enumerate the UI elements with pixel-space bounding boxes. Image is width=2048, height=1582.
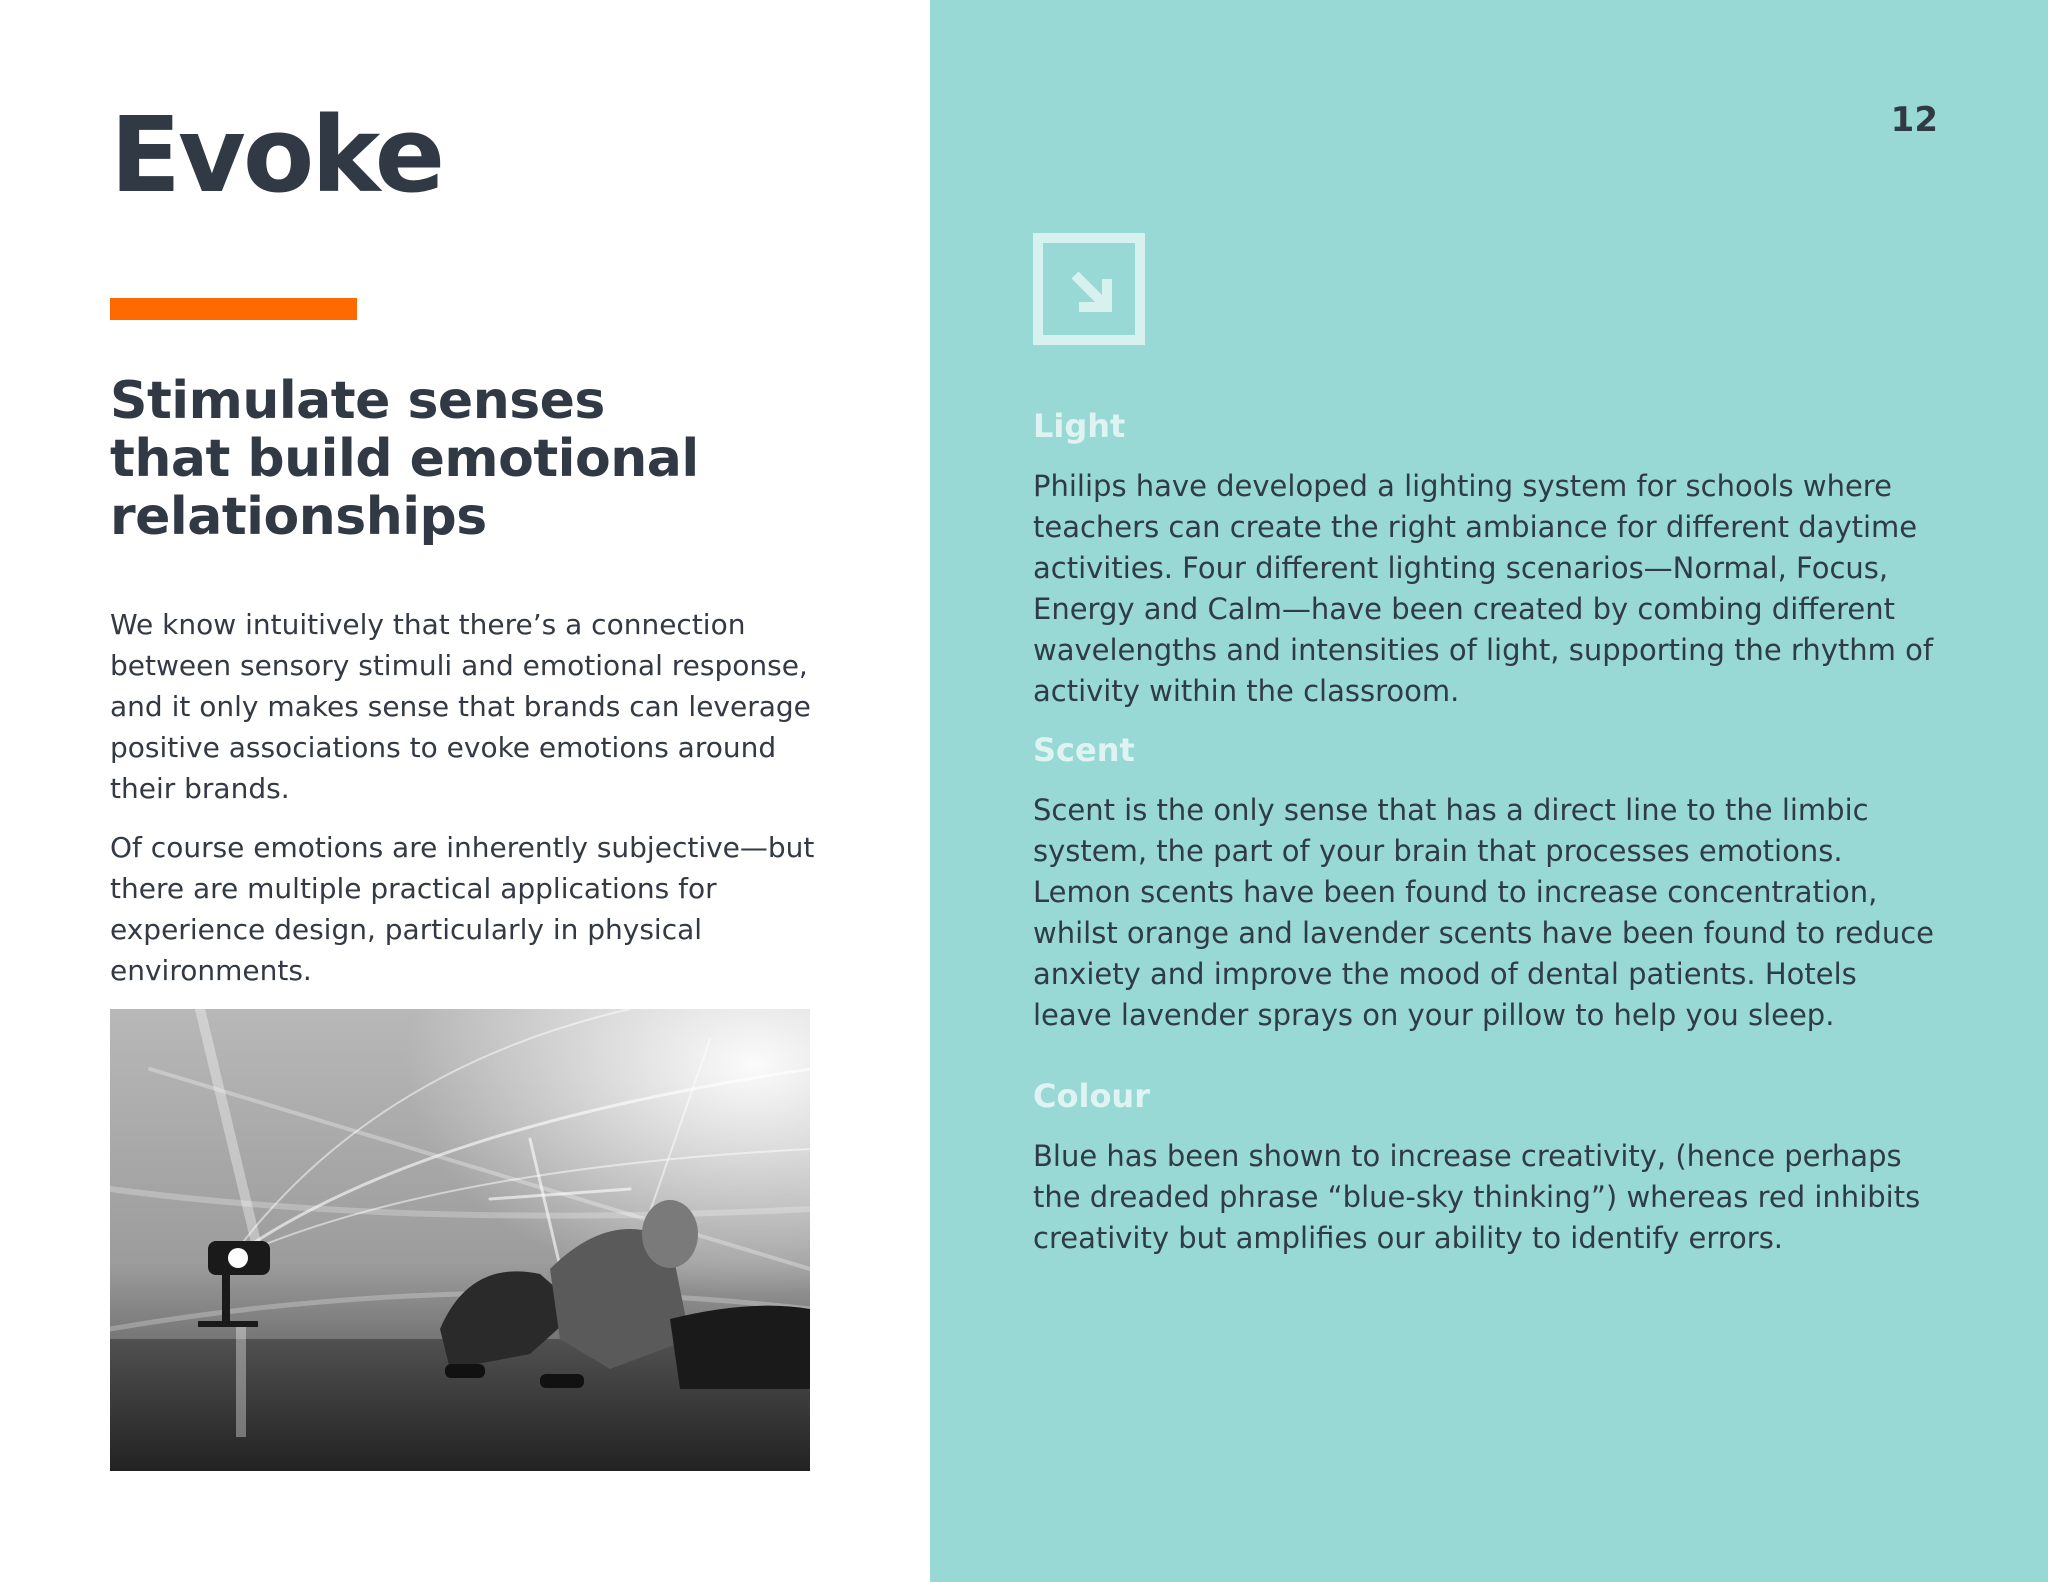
section-body-colour: Blue has been shown to increase creativity, (hence perhaps the dreaded phrase “blue-sky thinking”) whereas red inhibits creativity but amplifies our ability to identify errors. — [1033, 1139, 1921, 1255]
section-body-scent: Scent is the only sense that has a direct line to the limbic system, the part of your brain that processes emotions. Lemon scents have been found to increase concentration, whilst orange and lavender scents have been found to reduce anxiety and improve the mood of dental patients. Hotels leave lavender sprays on your pillow to help you sleep. — [1033, 793, 1934, 1032]
page-number: 12 — [1890, 100, 1938, 140]
accent-bar — [110, 298, 357, 320]
arrow-down-right-icon — [1033, 233, 1145, 345]
senses-content — [1033, 400, 1943, 1271]
section-body-light: Philips have developed a lighting system for schools where teachers can create the right ambiance for different daytime activities. Four different lighting scenarios—Normal, Focus, Energy and Calm—have been created by combing different wavelengths and intensities of light, supporting the rhythm of activity within the classroom. — [1033, 469, 1934, 708]
page-title: Evoke — [110, 94, 443, 216]
installation-photo — [110, 1009, 810, 1471]
section-heading-light: Light — [1033, 407, 1126, 445]
intro-paragraph: Of course emotions are inherently subjective—but there are multiple practical applications for experience design, particularly in physical environments. — [110, 831, 815, 987]
subtitle-line: relationships — [110, 487, 487, 547]
subtitle — [110, 372, 830, 546]
subtitle-line: Stimulate senses — [110, 371, 605, 431]
intro-text — [110, 604, 830, 1009]
section-heading-colour: Colour — [1033, 1077, 1150, 1115]
left-page — [0, 0, 930, 1582]
subtitle-line: that build emotional — [110, 429, 699, 489]
section-heading-scent: Scent — [1033, 731, 1135, 769]
intro-paragraph: We know intuitively that there’s a connection between sensory stimuli and emotional response, and it only makes sense that brands can leverage positive associations to evoke emotions around their brands. — [110, 608, 811, 805]
